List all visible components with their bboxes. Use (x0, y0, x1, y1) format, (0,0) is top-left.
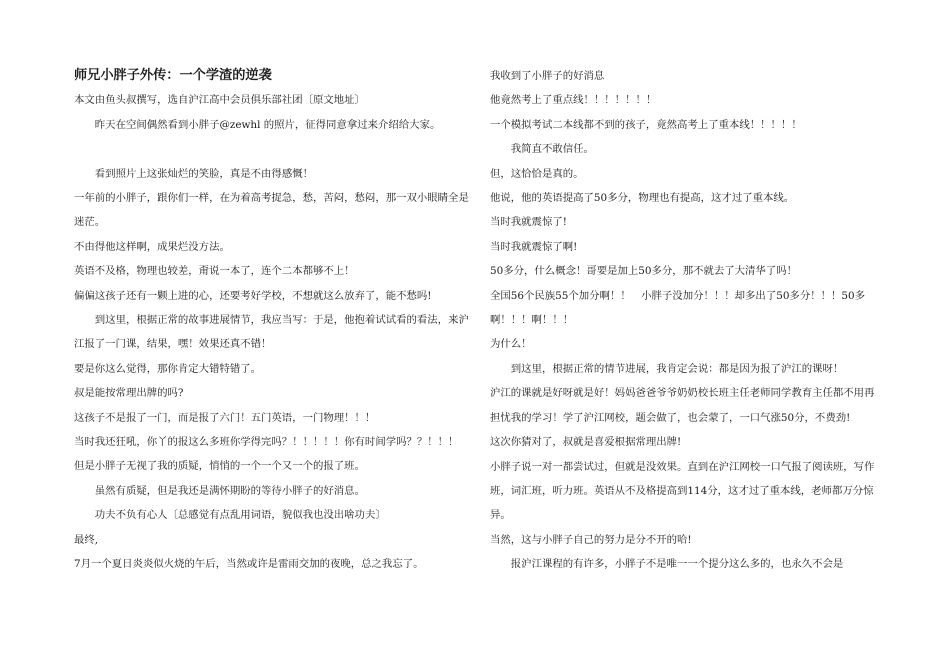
paragraph: 一年前的小胖子，跟你们一样，在为着高考捉急，愁，苦闷，愁闷，那一双小眼睛全是迷茫。 (74, 192, 469, 229)
paragraph: 他竟然考上了重点线！！！！！！！ (490, 94, 657, 107)
paragraph: 我简直不敢信任。 (510, 143, 594, 156)
paragraph: 昨天在空间偶然看到小胖子@zewhl 的照片，征得同意拿过来介绍给大家。 (94, 118, 441, 131)
paragraph: 到这里，根据正常的故事进展情节，我应当写：于是，他抱着试试看的看法，来沪江报了一门课，结果，嘿！效果还真不错！ (74, 314, 469, 351)
paragraph: 沪江的课就是好呀就是好！妈妈爸爸爷爷奶奶校长班主任老师同学教育主任都不用再担忧我的学习！学了沪江网校，题会做了，也会蒙了，一口气涨50分，不费劲! (490, 387, 875, 424)
paragraph: 不由得他这样啊，成果烂没方法。 (74, 240, 230, 253)
paragraph: 当时我就震惊了啊! (490, 240, 578, 253)
paragraph: 这孩子不是报了一门，而是报了六门！五门英语，一门物理！！！ (74, 411, 376, 424)
source-line: 本文由鱼头叔撰写，选自沪江高中会员俱乐部社团〔原文地址〕 (74, 94, 365, 107)
paragraph: 这次你猜对了，叔就是喜爱根据常理出牌! (490, 436, 682, 449)
article-title: 师兄小胖子外传：一个学渣的逆袭 (74, 68, 272, 83)
paragraph: 7月一个夏日炎炎似火烧的午后，当然或许是雷雨交加的夜晚，总之我忘了。 (74, 558, 424, 571)
paragraph: 为什么！ (490, 338, 532, 351)
paragraph: 当然，这与小胖子自己的努力是分不开的哈! (490, 533, 692, 546)
paragraph: 全国56个民族55个加分啊！！ 小胖子没加分！！！却多出了50多分！！！50多啊！！！啊！！！ (490, 289, 865, 327)
paragraph: 50多分，什么概念！哥要是加上50多分，那不就去了大清华了吗！ (490, 265, 797, 278)
blank-line (74, 137, 470, 161)
right-column (490, 64, 884, 577)
paragraph: 要是你这么觉得，那你肯定大错特错了。 (74, 362, 262, 375)
paragraph: 小胖子说一对一都尝试过，但就是没效果。直到在沪江网校一口气报了阅读班，写作班，词汇班，听力班。英语从不及格提高到114分，这才过了重本线，老师都万分惊异。 (490, 460, 875, 522)
paragraph: 当时我就震惊了! (490, 216, 567, 229)
paragraph: 一个模拟考试二本线都不到的孩子，竟然高考上了重本线！！！！！ (490, 118, 802, 131)
paragraph: 我收到了小胖子的好消息 (490, 70, 605, 82)
paragraph: 到这里，根据正常的情节进展，我肯定会说：都是因为报了沪江的课呀！ (510, 362, 844, 375)
paragraph: 最终, (74, 533, 99, 546)
paragraph: 偏偏这孩子还有一颗上进的心，还要考好学校，不想就这么放弃了，能不愁吗! (74, 289, 432, 302)
left-column (74, 64, 470, 577)
paragraph: 虽然有质疑，但是我还是满怀期盼的等待小胖子的好消息。 (94, 484, 365, 497)
paragraph: 叔是能按常理出牌的吗? (74, 387, 184, 400)
paragraph: 报沪江课程的有许多，小胖子不是唯一一个提分这么多的，也永久不会是 (510, 558, 844, 571)
paragraph: 功夫不负有心人〔总感觉有点乱用词语，貌似我也没出啥功夫〕 (94, 509, 386, 522)
paragraph: 当时我还狂吼，你丫的报这么多班你学得完吗？！！！！！你有时间学吗？？！！！ (74, 436, 459, 449)
paragraph: 看到照片上这张灿烂的笑脸，真是不由得感慨！ (94, 167, 313, 180)
paragraph: 他说，他的英语提高了50多分，物理也有提高，这才过了重本线。 (490, 192, 795, 205)
paragraph: 但是小胖子无视了我的质疑，悄悄的一个一个又一个的报了班。 (74, 460, 365, 473)
paragraph: 英语不及格，物理也较差，甭说一本了，连个二本都够不上！ (74, 265, 355, 278)
paragraph: 但，这恰恰是真的。 (490, 167, 584, 180)
